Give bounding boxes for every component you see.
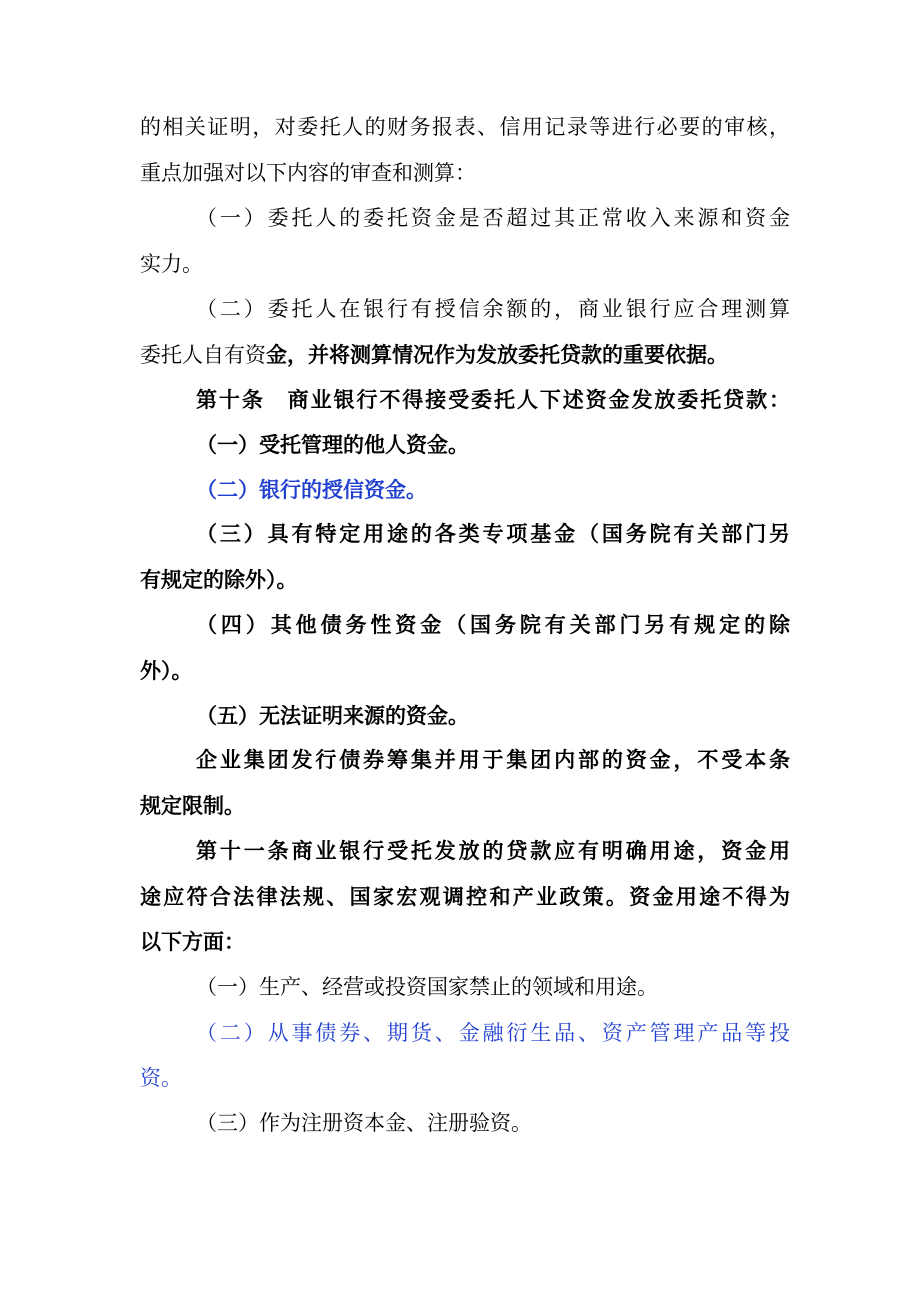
article-heading-line: 第十条 商业银行不得接受委托人下述资金发放委托贷款： — [196, 387, 790, 412]
clause-line: （一）生产、经营或投资国家禁止的领域和用途。 — [196, 975, 658, 999]
clause-line: （一）委托人的委托资金是否超过其正常收入来源和资金 — [196, 206, 790, 230]
clause-text-regular: 委托人自有资 — [140, 343, 266, 367]
clause-line: 有规定的除外）。 — [140, 567, 298, 592]
paragraph-line: 以下方面： — [140, 929, 245, 954]
clause-line: （三）作为注册资本金、注册验资。 — [196, 1111, 532, 1135]
paragraph-line: 的相关证明，对委托人的财务报表、信用记录等进行必要的审核， — [140, 115, 790, 139]
clause-line-highlighted: 资。 — [140, 1066, 182, 1090]
clause-line: （三）具有特定用途的各类专项基金（国务院有关部门另 — [196, 521, 790, 546]
clause-text-bold: 金，并将测算情况作为发放委托贷款的重要依据。 — [266, 342, 728, 367]
clause-line-highlighted: （二）从事债券、期货、金融衍生品、资产管理产品等投 — [196, 1021, 790, 1045]
clause-line: （四）其他债务性资金（国务院有关部门另有规定的除 — [196, 612, 790, 637]
paragraph-line: 重点加强对以下内容的审查和测算： — [140, 161, 476, 185]
clause-line: 外）。 — [140, 658, 193, 683]
clause-line: 实力。 — [140, 252, 203, 276]
clause-line: （二）委托人在银行有授信余额的，商业银行应合理测算 — [196, 297, 790, 321]
clause-line-highlighted: （二）银行的授信资金。 — [196, 477, 427, 502]
clause-line-mixed — [140, 340, 790, 370]
clause-line: （五）无法证明来源的资金。 — [196, 703, 469, 728]
article-heading-line: 第十一条商业银行受托发放的贷款应有明确用途，资金用 — [196, 838, 790, 863]
clause-line: （一）受托管理的他人资金。 — [196, 432, 469, 457]
paragraph-line: 规定限制。 — [140, 793, 245, 818]
paragraph-line: 途应符合法律法规、国家宏观调控和产业政策。资金用途不得为 — [140, 884, 790, 909]
paragraph-line: 企业集团发行债券筹集并用于集团内部的资金，不受本条 — [196, 747, 790, 772]
